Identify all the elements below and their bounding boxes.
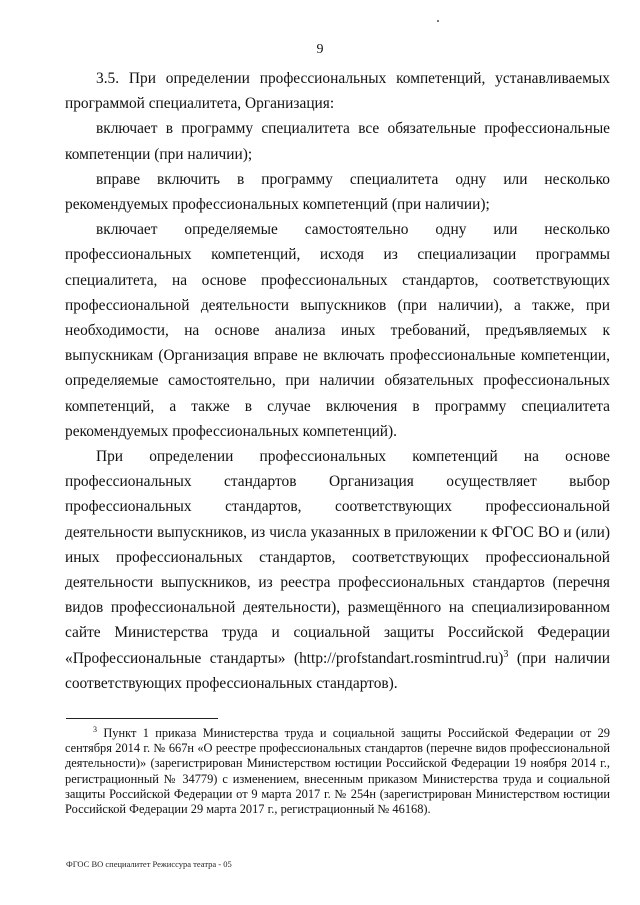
footnote-reference[interactable]: 3: [503, 648, 509, 660]
paragraph-self-defined-competencies: включает определяемые самостоятельно одну или несколько профессиональных компетенций, исходя из специализации программы специалитета, на основе профессиональных стандартов, соответствующих профессиональной деятельности выпускников (при наличии), а также, при необходимости, на основе анализа иных требований, предъявляемых к выпускникам (Организация вправе не включать профессиональные компетенции, определяемые самостоятельно, при наличии обязательных профессиональных компетенций, а также в случае включения в программу специалитета рекомендуемых профессиональных компетенций).: [65, 221, 610, 440]
footnote-paragraph: [65, 726, 610, 817]
paragraph-mandatory-competencies: включает в программу специалитета все обязательные профессиональные компетенции (при наличии);: [65, 120, 610, 163]
footnote-text: Пункт 1 приказа Министерства труда и социальной защиты Российской Федерации от 29 сентября 2014 г. № 667н «О реестре профессиональных стандартов (перечне видов профессиональной деятельности)» (зарегистрирован Министерством юстиции Российской Федерации 19 ноября 2014 г., регистрационный № 34779) с изменением, внесенным приказом Министерства труда и социальной защиты Российской Федерации от 9 марта 2017 г. № 254н (зарегистрирован Министерством юстиции Российской Федерации 29 марта 2017 г., регистрационный № 46168).: [65, 726, 610, 817]
paragraph-3-5-intro: 3.5. При определении профессиональных компетенций, устанавливаемых программой специалитета, Организация:: [65, 70, 610, 113]
paragraph-professional-standards-text: При определении профессиональных компетенций на основе профессиональных стандартов Организация осуществляет выбор профессиональных стандартов, соответствующих профессиональной деятельности выпускников, из числа указанных в приложении к ФГОС ВО и (или) иных профессиональных стандартов, соответствующих профессиональной деятельности выпускников, из реестра профессиональных стандартов (перечня видов профессиональной деятельности), размещённого на специализированном сайте Министерства труда и социальной защиты Российской Федерации «Профессиональные стандарты» (http://profstandart.rosmintrud.ru): [65, 448, 610, 667]
page-number: 9: [316, 42, 324, 57]
paragraph-recommended-competencies: вправе включить в программу специалитета одну или несколько рекомендуемых профессиональных компетенций (при наличии);: [65, 170, 610, 214]
footnote-marker: 3: [93, 724, 97, 734]
paragraph-professional-standards-tail: (при наличии соответствующих профессиональных стандартов).: [65, 649, 610, 692]
page-footer: ФГОС ВО специалитет Режиссура театра - 05: [66, 859, 232, 869]
footnote: [65, 726, 610, 817]
paragraph-professional-standards: [65, 444, 610, 696]
footnote-divider: [66, 718, 218, 719]
scan-speck: [437, 20, 439, 22]
document-body: [65, 66, 610, 696]
